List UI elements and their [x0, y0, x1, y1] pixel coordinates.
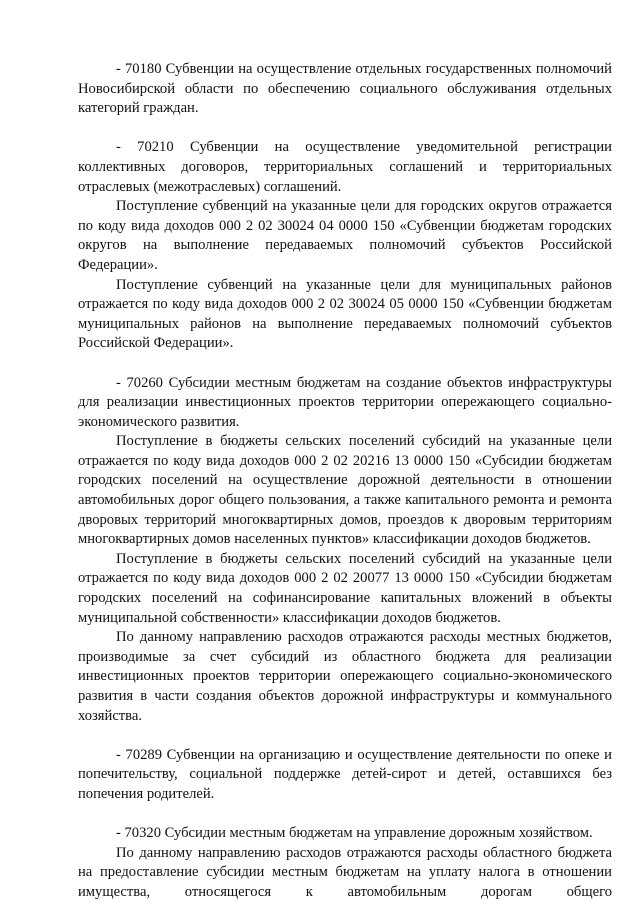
paragraph-70260: - 70260 Субсидии местным бюджетам на создание объектов инфраструктуры для реализации инвестиционных проектов территории опережающего социально-экономического развития.: [78, 374, 612, 430]
paragraph-70260-capital-investments: Поступление в бюджеты сельских поселений субсидий на указанные цели отражается по коду вида доходов 000 2 02 20077 13 0000 150 «Субсидии бюджетам городских поселений на софинансирование капитальных вложений в объекты муниципальной собственности» классификации доходов бюджетов.: [78, 550, 612, 626]
paragraph-70210: - 70210 Субвенции на осуществление уведомительной регистрации коллективных договоров, территориальных соглашений и территориальных отраслевых (межотраслевых) соглашений.: [78, 139, 612, 195]
paragraph-70289: - 70289 Субвенции на организацию и осуществление деятельности по опеке и попечительству, социальной поддержке детей-сирот и детей, оставшихся без попечения родителей.: [78, 746, 612, 802]
paragraph-70320: - 70320 Субсидии местным бюджетам на управление дорожным хозяйством.: [116, 825, 593, 842]
paragraph-70260-road-subsidies: Поступление в бюджеты сельских поселений субсидий на указанные цели отражается по коду вида доходов 000 2 02 20216 13 0000 150 «Субсидии бюджетам городских поселений на осуществление дорожной деятельности в отношении автомобильных дорог общего пользования, а также капитального ремонта и ремонта дворовых территорий многоквартирных домов, проездов к дворовым территориям многоквартирных домов населенных пунктов» классификации доходов бюджетов.: [78, 433, 612, 548]
paragraph-70260-expenses: По данному направлению расходов отражаются расходы местных бюджетов, производимые за счет субсидий из областного бюджета для реализации инвестиционных проектов территории опережающего социально-экономического развития в части создания объектов дорожной инфраструктуры и коммунального хозяйства.: [78, 629, 612, 724]
paragraph-gap: [78, 805, 612, 825]
paragraph-70210-municipal-districts: Поступление субвенций на указанные цели для муниципальных районов отражается по коду вида доходов 000 2 02 30024 05 0000 150 «Субвенции бюджетам муниципальных районов на выполнение передаваемых полномочий субъектов Российской Федерации».: [78, 276, 612, 352]
paragraph-gap: [78, 726, 612, 746]
paragraph-gap: [78, 354, 612, 374]
paragraph-gap: [78, 119, 612, 139]
document-page: [78, 60, 612, 903]
paragraph-70320-expenses: По данному направлению расходов отражаются расходы областного бюджета на предоставление субсидии местным бюджетам на уплату налога в отношении имущества, относящегося к автомобильным дорогам общего: [78, 844, 612, 900]
paragraph-70180: - 70180 Субвенции на осуществление отдельных государственных полномочий Новосибирской области по обеспечению социального обслуживания отдельных категорий граждан.: [78, 61, 612, 117]
paragraph-70210-city-districts: Поступление субвенций на указанные цели для городских округов отражается по коду вида доходов 000 2 02 30024 04 0000 150 «Субвенции бюджетам городских округов на выполнение передаваемых полномочий субъектов Российской Федерации».: [78, 198, 612, 273]
